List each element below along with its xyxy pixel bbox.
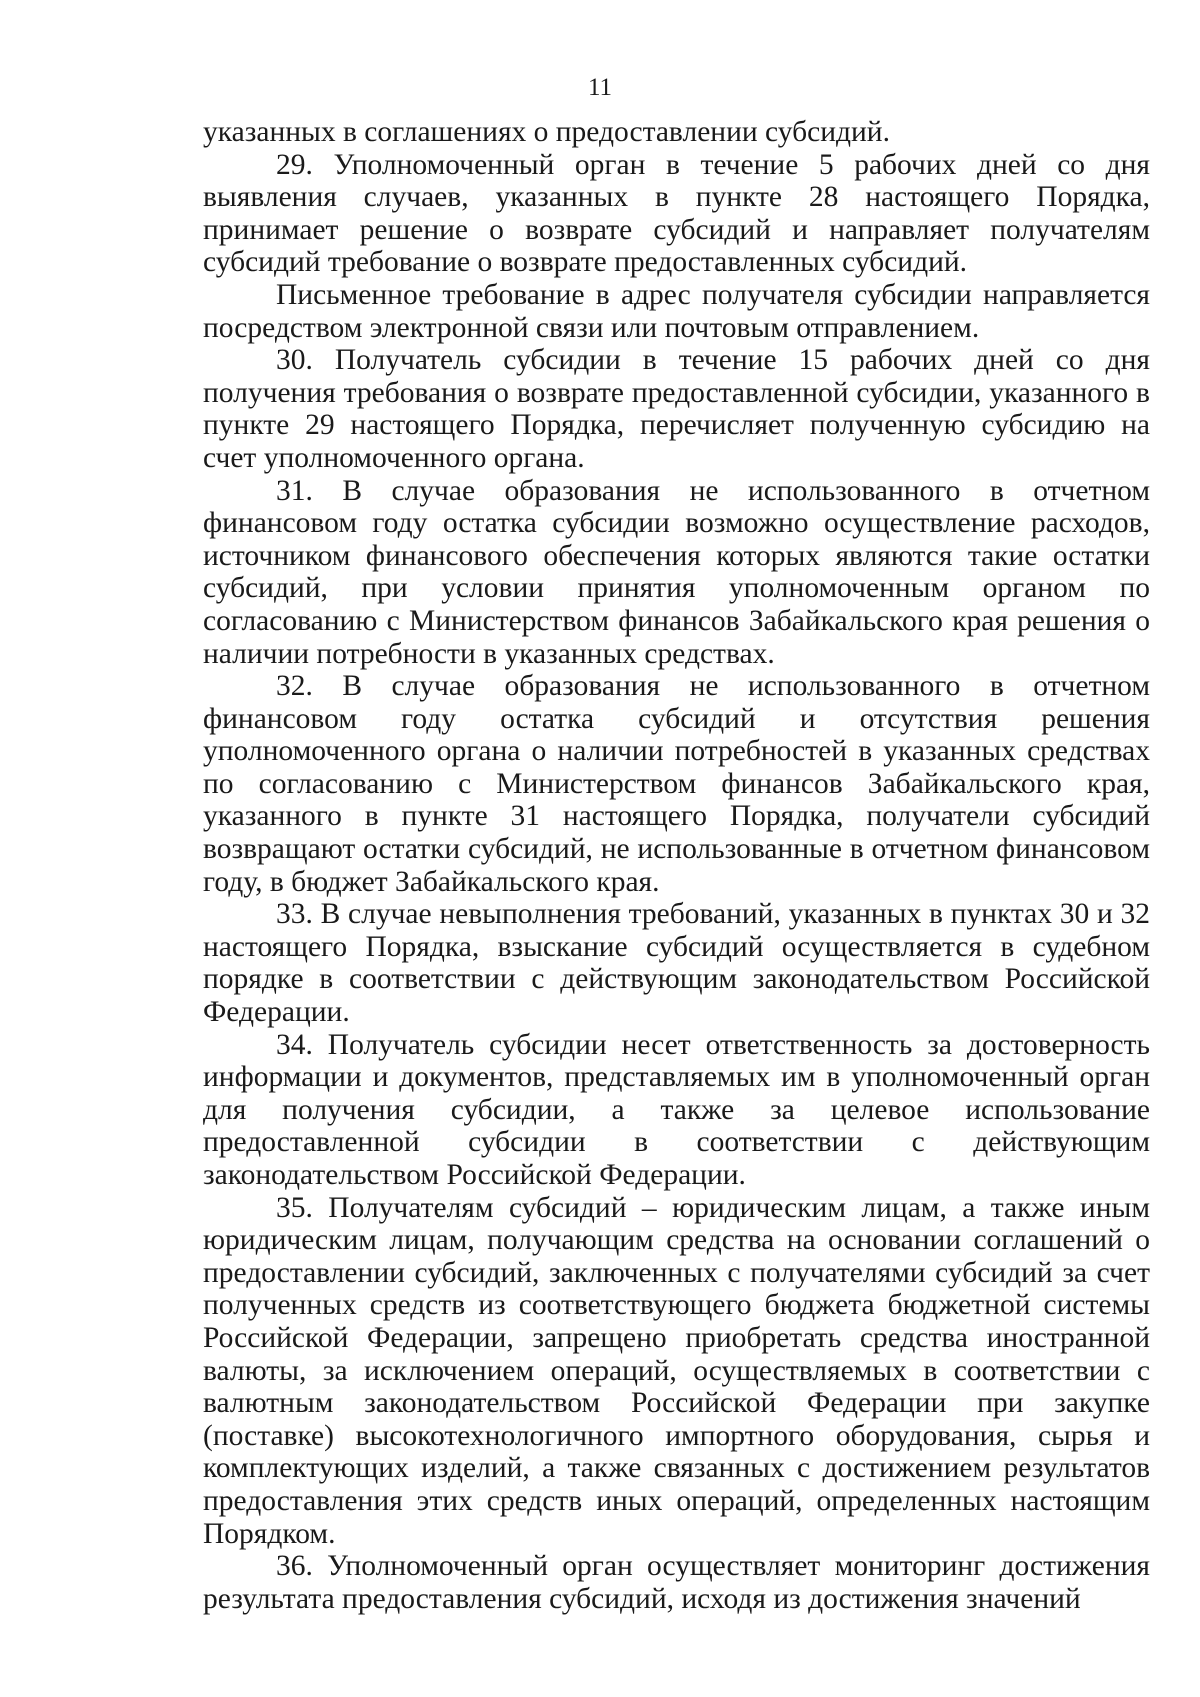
paragraph-32: 32. В случае образования не использованного в отчетном финансовом году остатка субсидий и отсутствия решения уполномоченного органа о наличии потребностей в указанных средствах по согласованию с Министерством финансов Забайкальского края, указанного в пункте 31 настоящего Порядка, получатели субсидий возвращают остатки субсидий, не использованные в отчетном финансовом году, в бюджет Забайкальского края. (203, 670, 1150, 898)
page-number: 11 (587, 74, 613, 101)
paragraph-29-written-request: Письменное требование в адрес получателя субсидии направляется посредством электронной связи или почтовым отправлением. (203, 278, 1150, 344)
paragraph-29: 29. Уполномоченный орган в течение 5 рабочих дней со дня выявления случаев, указанных в пункте 28 настоящего Порядка, принимает решение о возврате субсидий и направляет получателям субсидий требование о возврате предоставленных субсидий. (203, 148, 1150, 279)
paragraph-33: 33. В случае невыполнения требований, указанных в пунктах 30 и 32 настоящего Порядка, взыскание субсидий осуществляется в судебном порядке в соответствии с действующим законодательством Российской Федерации. (203, 898, 1150, 1029)
paragraph-30: 30. Получатель субсидии в течение 15 рабочих дней со дня получения требования о возврате предоставленной субсидии, указанного в пункте 29 настоящего Порядка, перечисляет полученную субсидию на счет уполномоченного органа. (203, 344, 1150, 474)
document-body (203, 116, 1150, 1615)
paragraph-34: 34. Получатель субсидии несет ответственность за достоверность информации и документов, представляемых им в уполномоченный орган для получения субсидии, а также за целевое использование предоставленной субсидии в соответствии с действующим законодательством Российской Федерации. (203, 1028, 1150, 1191)
paragraph-31: 31. В случае образования не использованного в отчетном финансовом году остатка субсидии возможно осуществление расходов, источником финансового обеспечения которых являются такие остатки субсидий, при условии принятия уполномоченным органом по согласованию с Министерством финансов Забайкальского края решения о наличии потребности в указанных средствах. (203, 474, 1150, 670)
paragraph-36: 36. Уполномоченный орган осуществляет мониторинг достижения результата предоставления субсидий, исходя из достижения значений (203, 1550, 1150, 1615)
paragraph-35: 35. Получателям субсидий – юридическим лицам, а также иным юридическим лицам, получающим средства на основании соглашений о предоставлении субсидий, заключенных с получателями субсидий за счет полученных средств из соответствующего бюджета бюджетной системы Российской Федерации, запрещено приобретать средства иностранной валюты, за исключением операций, осуществляемых в соответствии с валютным законодательством Российской Федерации при закупке (поставке) высокотехнологичного импортного оборудования, сырья и комплектующих изделий, а также связанных с достижением результатов предоставления этих средств иных операций, определенных настоящим Порядком. (203, 1191, 1150, 1550)
paragraph-continuation: указанных в соглашениях о предоставлении субсидий. (203, 116, 890, 148)
